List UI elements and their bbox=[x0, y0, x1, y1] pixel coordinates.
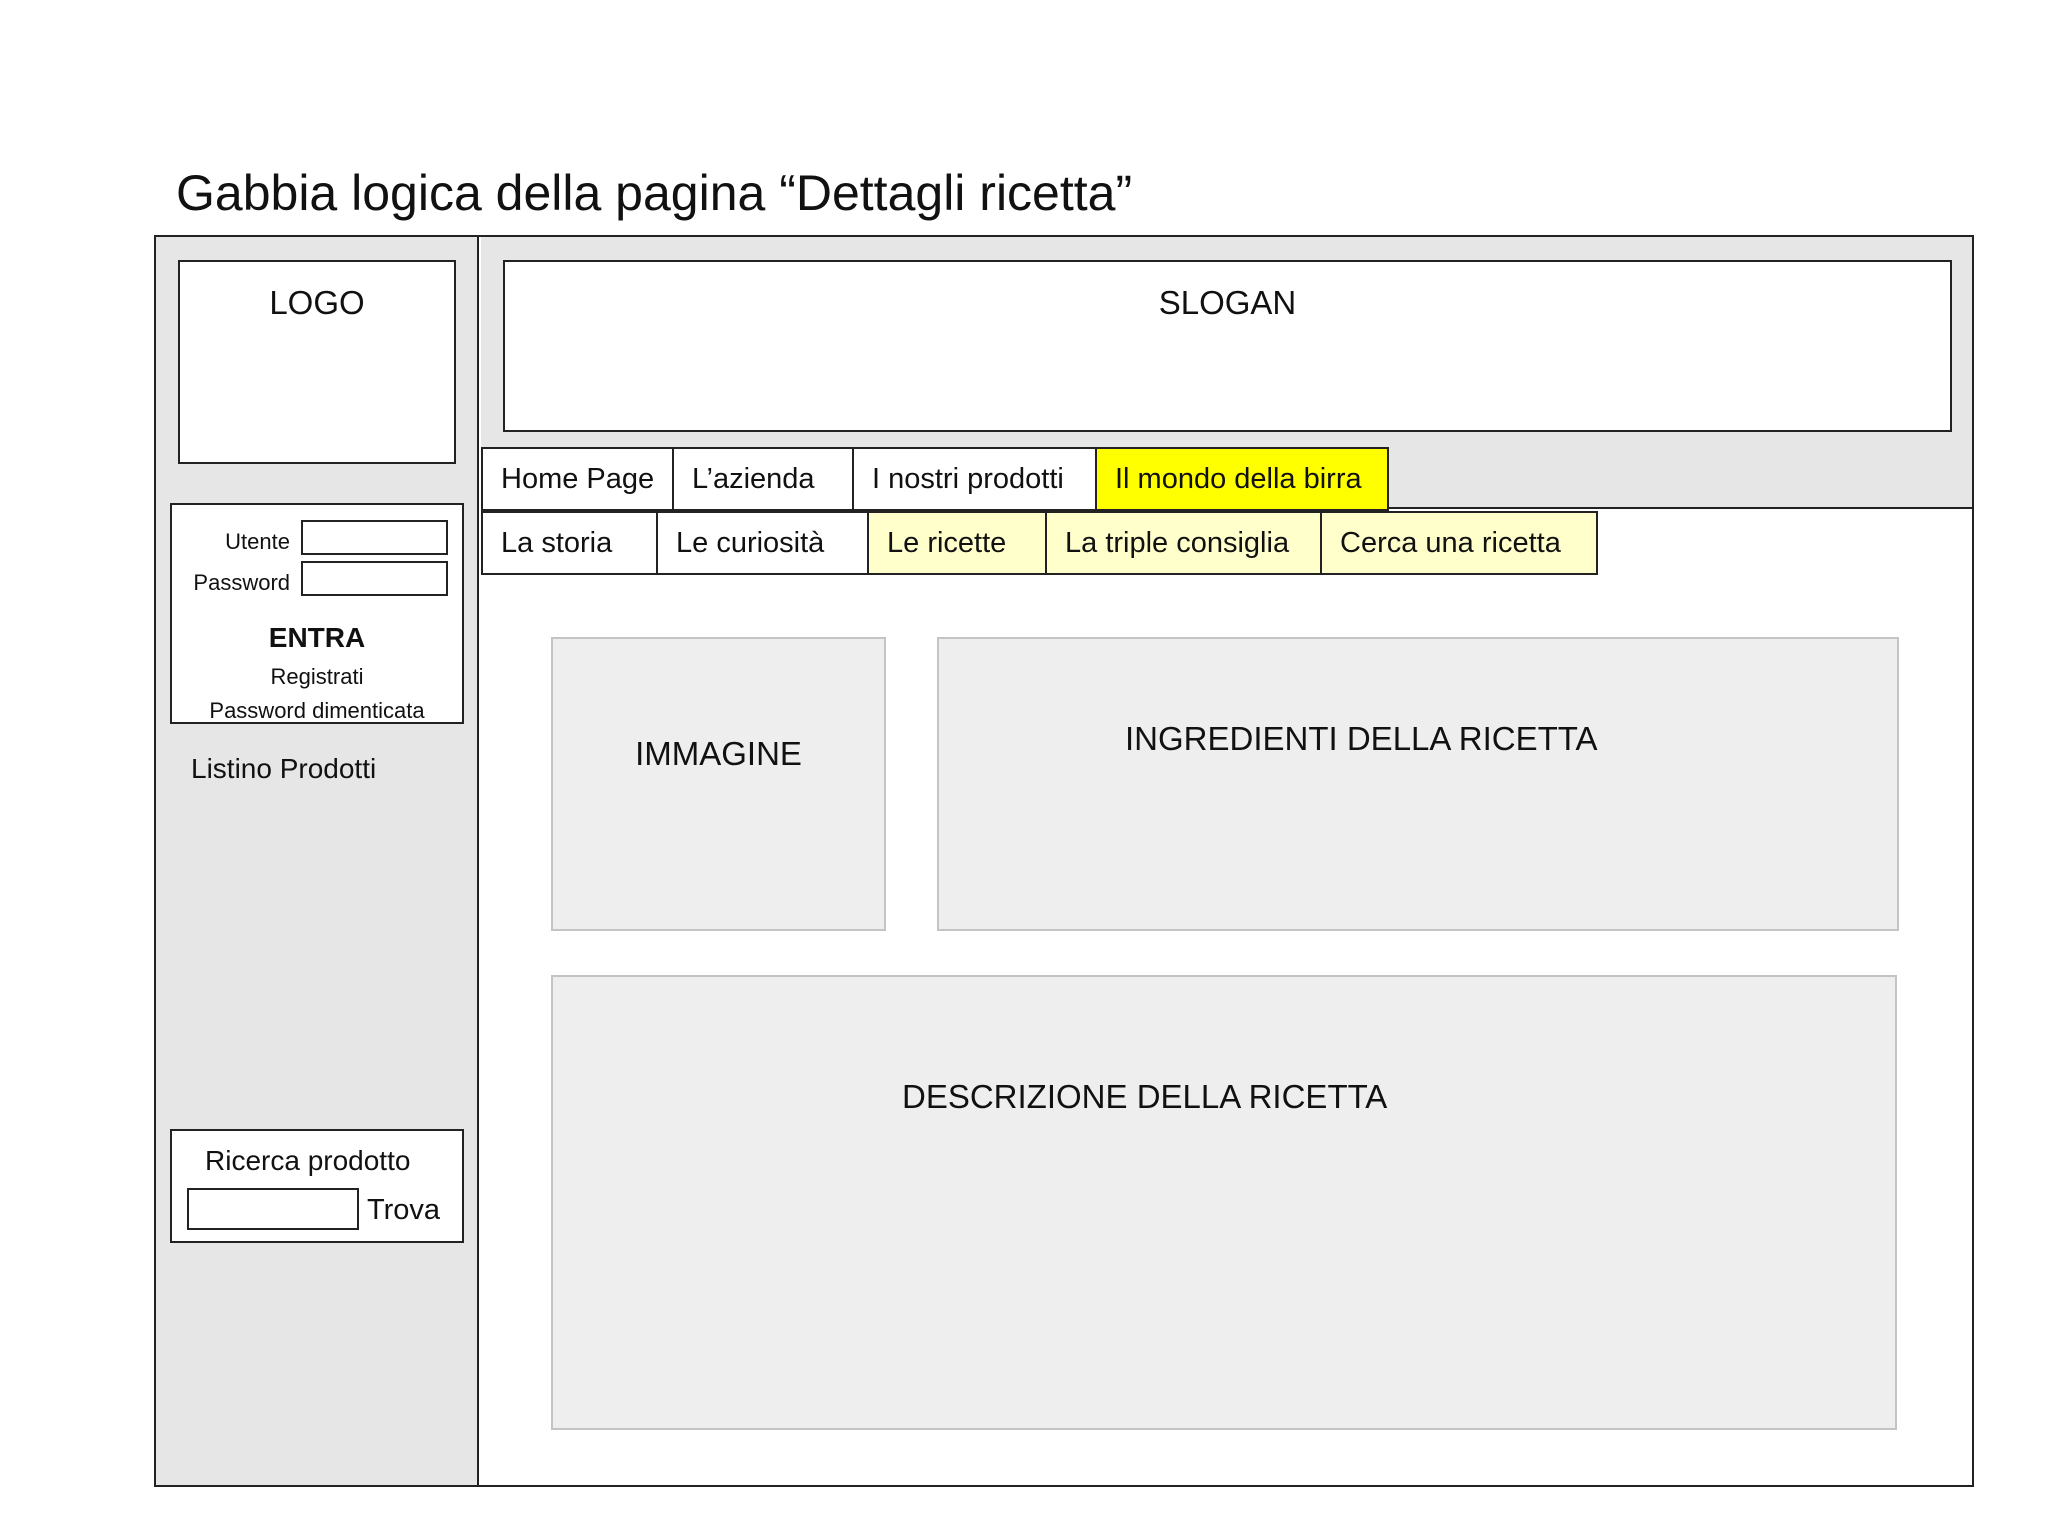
slogan-label: SLOGAN bbox=[1158, 284, 1297, 321]
password-label: Password bbox=[193, 570, 290, 595]
subnav-tab-cerca-ricetta[interactable]: Cerca una ricetta bbox=[1320, 511, 1598, 575]
image-label: IMMAGINE bbox=[635, 735, 802, 772]
user-label: Utente bbox=[225, 529, 290, 554]
forgot-password-link[interactable]: Password dimenticata bbox=[209, 698, 425, 723]
nav-tab-home[interactable]: Home Page bbox=[481, 447, 674, 511]
product-search-box bbox=[170, 1129, 464, 1243]
ingredients-panel bbox=[937, 637, 1899, 931]
ingredients-label: INGREDIENTI DELLA RICETTA bbox=[1125, 720, 1598, 757]
description-panel bbox=[551, 975, 1897, 1430]
register-link[interactable]: Registrati bbox=[270, 664, 364, 689]
nav-tab-azienda[interactable]: L’azienda bbox=[672, 447, 854, 511]
login-box bbox=[170, 503, 464, 724]
page-title: Gabbia logica della pagina “Dettagli ricetta” bbox=[176, 165, 1133, 221]
product-search-input[interactable] bbox=[187, 1188, 359, 1230]
nav-tab-mondo-birra[interactable]: Il mondo della birra bbox=[1095, 447, 1389, 511]
subnav-tab-ricette[interactable]: Le ricette bbox=[867, 511, 1047, 575]
password-field[interactable] bbox=[301, 561, 448, 596]
slogan-placeholder bbox=[503, 260, 1952, 432]
subnav-tab-storia[interactable]: La storia bbox=[481, 511, 658, 575]
logo-placeholder[interactable] bbox=[178, 260, 456, 464]
login-button[interactable]: ENTRA bbox=[268, 622, 366, 653]
search-button[interactable]: Trova bbox=[367, 1194, 441, 1226]
products-list-link[interactable]: Listino Prodotti bbox=[191, 753, 377, 784]
description-label: DESCRIZIONE DELLA RICETTA bbox=[902, 1078, 1388, 1115]
logo-label: LOGO bbox=[269, 284, 365, 321]
subnav-tab-triple-consiglia[interactable]: La triple consiglia bbox=[1045, 511, 1322, 575]
subnav-tab-curiosita[interactable]: Le curiosità bbox=[656, 511, 869, 575]
product-search-title: Ricerca prodotto bbox=[205, 1145, 411, 1176]
image-placeholder bbox=[551, 637, 886, 931]
nav-tab-prodotti[interactable]: I nostri prodotti bbox=[852, 447, 1097, 511]
user-field[interactable] bbox=[301, 520, 448, 555]
